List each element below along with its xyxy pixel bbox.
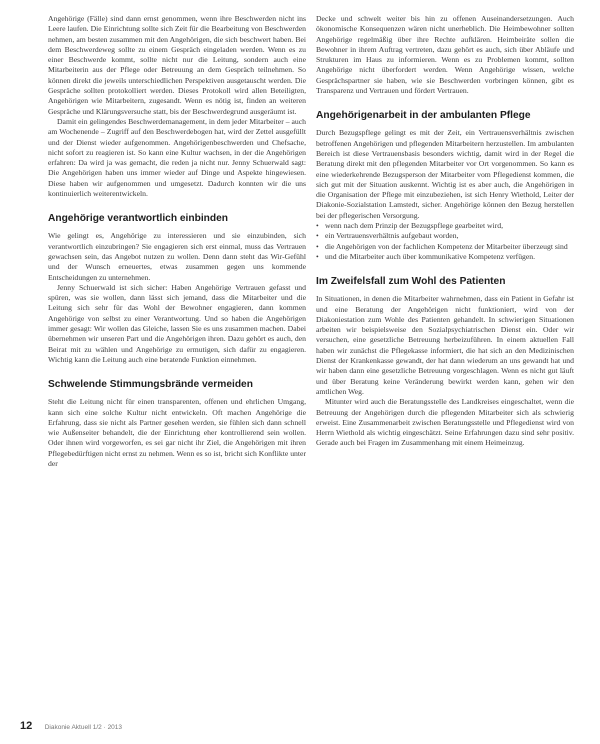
page-number: 12 [20, 720, 33, 732]
bullet-icon: • [316, 221, 319, 231]
body-paragraph: Decke und schwelt weiter bis hin zu offenen Auseinandersetzungen. Auch ökonomische Konsequenzen wären nicht unerheblich. Die Heimbewohner sollten Angehörige regelmäßig über ihre Rechte aufklären. Heimbeiräte sollen die Bewohner in ihrem Auftrag vertreten, dazu gehört es auch, sich über Abläufe und Strukturen im Haus zu informieren. Wenn es zu Problemen kommt, sollten Angehörige nicht überfordert werden. Wenn Angehörige wissen, welche Gesprächspartner sie haben, wie sie Beschwerden vorbringen können, gibt es Transparenz und Vertrauen und fördert Vertrauen. [316, 14, 574, 96]
bullet-icon: • [316, 231, 319, 241]
bullet-item: • die Angehörigen von der fachlichen Kompetenz der Mitarbeiter überzeugt sind [316, 241, 568, 251]
right-column [316, 14, 574, 449]
body-paragraph: Jenny Schuerwald ist sich sicher: Haben Angehörige Vertrauen gefasst und spüren, was sie wollen, dann lässt sich jemand, dass die Mitarbeiter und die Leitung sich sehr für das Wohl der Bewohner engagieren, dann kommen Angehörige von selbst zu einer Verantwortung. Und so haben die Angehörigen immer gesagt: Wir wollen das Gleiche, lassen Sie es uns zusammen machen. Dabei übernehmen wir unseren Part und die Angehörigen ihren. Dazu gehört es auch, den Beirat mit zu wählen und Angehörige zu ermutigen, sich dafür zu engagieren. Wichtig kann die Leitung auch eine beratende Funktion einnehmen. [48, 282, 306, 364]
left-column [48, 14, 306, 469]
body-paragraph: Angehörige (Fälle) sind dann ernst genommen, wenn ihre Beschwerden nicht ins Leere laufen. Die Einrichtung sollte sich Zeit für die Bearbeitung von Beschwerden nehmen, am besten zusammen mit den Angehörigen, die sich beschwert haben. Bei dem Beschwerdeweg sollte zu einem Gespräch eingeladen werden. Wenn es zu einer Beschwerde kommt, sollte nicht nur die Leitung, sondern auch eine Mitarbeiterin aus der Pflege oder Betreuung an dem Gespräch teilnehmen. So können direkt die jeweils unterschiedlichen Perspektiven ausgetauscht werden. Die Gespräche sollten protokolliert werden. Dieses Protokoll wird allen Beteiligten, Angehörigen wie Mitarbeitern, zugesandt. Wenn es nötig ist, finden an weiteren Gespräche und Klärungsversuche statt, bis der Beschwerdegrund ausgeräumt ist. [48, 14, 306, 116]
body-paragraph: In Situationen, in denen die Mitarbeiter wahrnehmen, dass ein Patient in Gefahr ist und eine Beratung der Angehörigen nicht funktioniert, wird von der Diakoniestation zum Wohle des Patienten gehandelt. In schwierigen Situationen arbeiten wir beispielsweise den Sozialpsychiatrischen Dienst ein. Oder wir versuchen, eine gesetzliche Betreuung herbeizuführen. In einem aktuellen Fall haben wir zunächst die Pflegekasse informiert, die hat sich an den Medizinischen Dienst der Krankenkasse gewandt, der hat dann wiederum an uns gewandt hat und wir haben dann eine gesetzliche Betreuung vorgeschlagen. Wenn es nicht gut läuft und über Beratung keine Veränderung bewirkt werden kann, gehen wir den amtlichen Weg. [316, 294, 574, 396]
bullet-item: • ein Vertrauensverhältnis aufgebaut worden, [316, 231, 459, 241]
bullet-item: • wenn nach dem Prinzip der Bezugspflege gearbeitet wird, [316, 221, 504, 231]
body-paragraph: Steht die Leitung nicht für einen transparenten, offenen und ehrlichen Umgang, kann sich eine solche Kultur nicht entwickeln. Oft machen Angehörige die Erfahrung, dass sie nicht als Partner gesehen werden, sie fühlen sich dann schnell wie Außenseiter behandelt, die der Einrichtung eher kontrollierend sein wollen. Oder ihnen wird vorgeworfen, es sei gar nicht ihr Ziel, die Angehörigen mit ihren Pflegebedürftigen nicht ernst zu nehmen. Wenn es so ist, bricht sich Konflikte unter der [48, 397, 306, 468]
bullet-list [316, 221, 574, 262]
section-heading: Angehörigenarbeit in der ambulanten Pflege [316, 110, 531, 122]
section-heading: Schwelende Stimmungsbrände vermeiden [48, 379, 253, 391]
bullet-icon: • [316, 241, 319, 251]
bullet-icon: • [316, 251, 319, 261]
section-heading: Angehörige verantwortlich einbinden [48, 213, 228, 225]
page-footer [20, 716, 122, 734]
body-paragraph: Mitunter wird auch die Beratungsstelle des Landkreises eingeschaltet, wenn die Betreuung der Angehörigen durch die pflegenden Mitarbeiter sich als schwierig erweist. Eine Zusammenarbeit zwischen Beratungsstelle und Pflegedienst wird von Herrn Wiethold als wichtig eingeschätzt. Seine Erfahrungen dazu sind sehr positiv. Gerade auch bei Fragen im Zusammenhang mit einem Heimeinzug. [316, 397, 574, 448]
body-paragraph: Damit ein gelingendes Beschwerdemanagement, in dem jeder Mitarbeiter – auch am Wochenende – Zugriff auf den Beschwerdebogen hat, wird der Zettel ausgefüllt und der Dienst wieder aufgenommen. Angehörigenbeschwerden und Chefsache, nicht sofort zu reagieren ist. So kann eine Kultur wachsen, in der die Angehörigen erfahren: Da wird ja was gemacht, die reden ja nicht nur. Jenny Schuerwald sagt: Die Angehörigen haben uns immer wieder auf Dinge und Aspekte hingewiesen. Diese haben wir aufgenommen und umgesetzt. Dadurch konnten wir die uns kontinuierlich weiterentwickeln. [48, 116, 306, 199]
bullet-item: • und die Mitarbeiter auch über kommunikative Kompetenz verfügen. [316, 251, 536, 261]
body-paragraph: Durch Bezugspflege gelingt es mit der Zeit, ein Vertrauensverhältnis zwischen betroffenen Angehörigen und pflegenden Mitarbeitern herzustellen. Im ambulanten Bereich ist diese Vertrauensbasis besonders wichtig, damit wird in der Regel die Beratung direkt mit den pflegenden Mitarbeiter vor Ort vorgenommen. So kann es eine wiederkehrende Bezugsperson der Mitarbeiter vom Pflegedienst kommen, die sich gut mit der Situation auskennt. Wichtig ist es aber auch, die Angehörigen in die Organisation der Pflege mit einzubeziehen, ist sich Henry Wiethold, Leiter der Diakonie-Sozialstation Lamstedt, sicher. Angehörige können den Bezug herstellen bei der pflegerischen Versorgung. [316, 128, 574, 220]
journal-name: Diakonie Aktuell 1/2 · 2013 [44, 724, 123, 731]
body-paragraph: Wie gelingt es, Angehörige zu interessieren und sie einzubinden, sich verantwortlich einzubringen? Sie engagieren sich erst einmal, muss das Vertrauen gewachsen sein, das Angebot nutzen zu wollen. Denn dann steht das Wir-Gefühl und der Wunsch erneuertes, etwas zusammen gegen uns kommende Entscheidungen zu unternehmen. [48, 231, 306, 282]
section-heading: Im Zweifelsfall zum Wohl des Patienten [316, 276, 506, 288]
